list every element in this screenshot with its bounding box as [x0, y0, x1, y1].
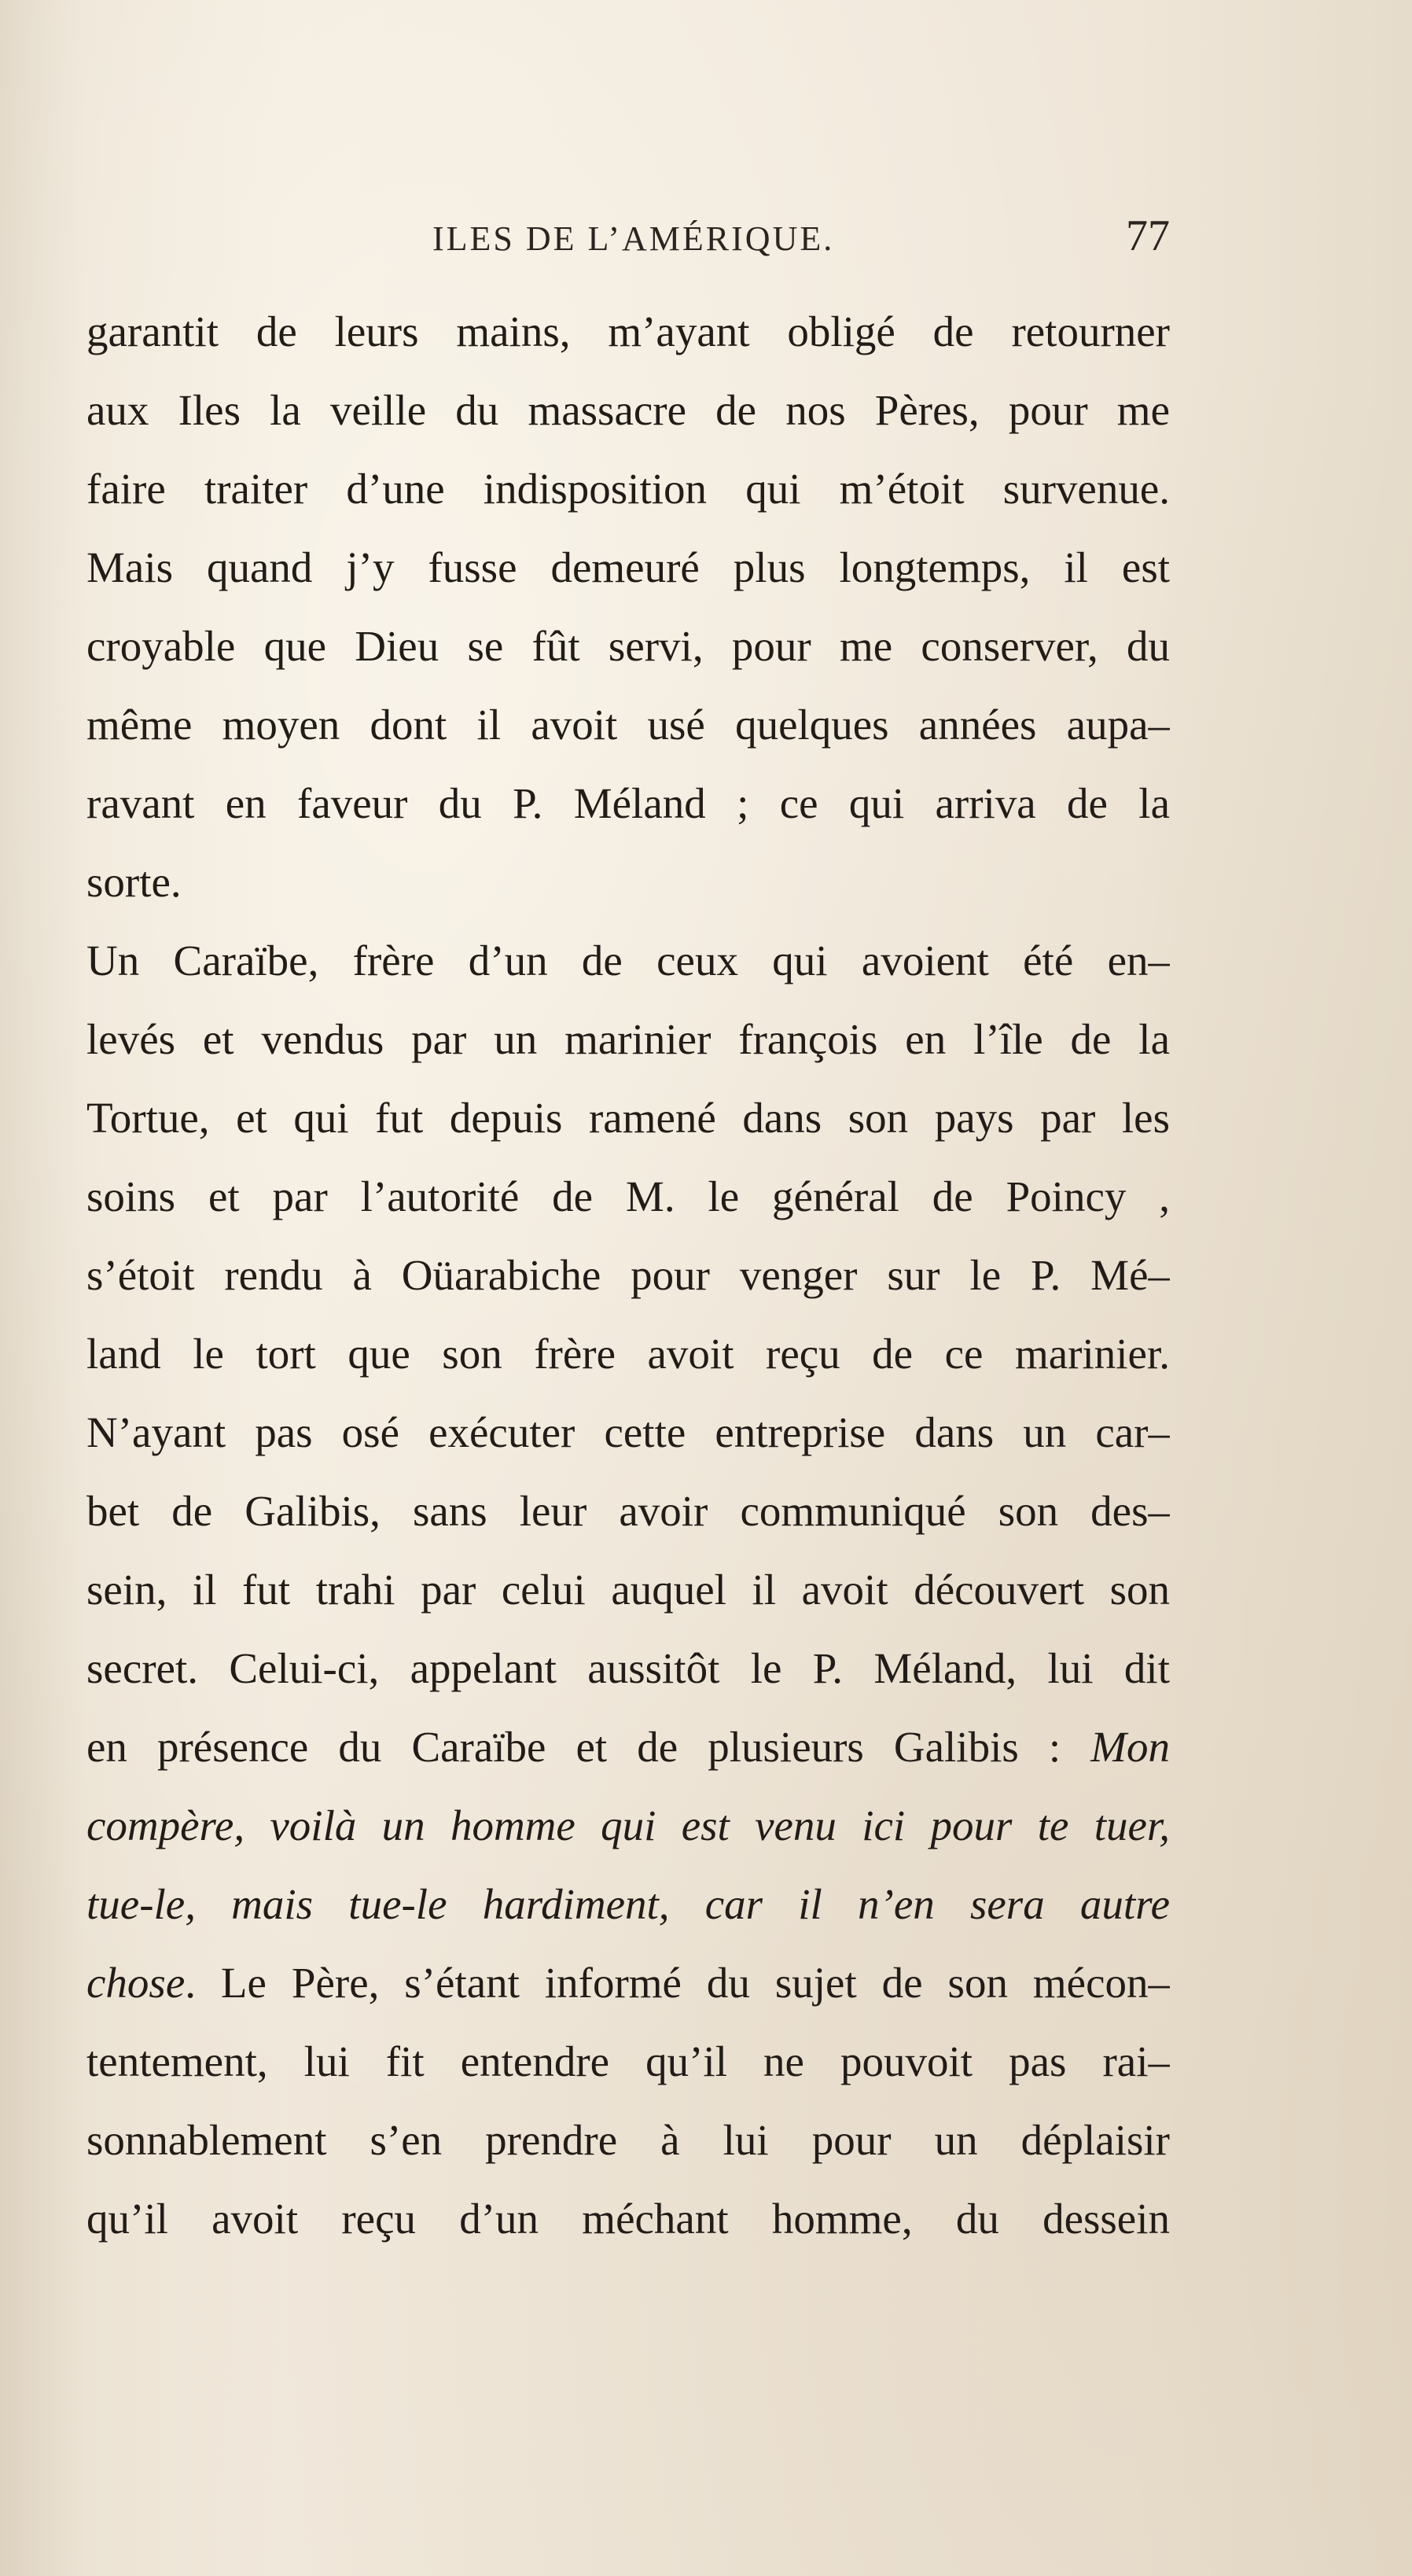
text-line: tentement, lui fit entendre qu’il ne pouvoit pas rai–	[86, 2037, 1170, 2085]
italic-line: compère, voilà un homme qui est venu ici pour te tuer,	[86, 1801, 1170, 1849]
text-line: aux Iles la veille du massacre de nos Pères, pour me	[86, 386, 1170, 434]
italic-segment: Mon	[1090, 1723, 1170, 1771]
text-line	[86, 1708, 1170, 1787]
text-line: qu’il avoit reçu d’un méchant homme, du dessein	[86, 2195, 1170, 2243]
text-line: croyable que Dieu se fût servi, pour me conserver, du	[86, 622, 1170, 670]
text-line: secret. Celui-ci, appelant aussitôt le P. Méland, lui dit	[86, 1644, 1170, 1692]
text-line	[86, 1944, 1170, 2022]
text-line: sorte.	[86, 858, 182, 906]
text-line: N’ayant pas osé exécuter cette entreprise dans un car–	[86, 1408, 1170, 1456]
text-line: levés et vendus par un marinier françois en l’île de la	[86, 1015, 1170, 1063]
text-line: garantit de leurs mains, m’ayant obligé de retourner	[86, 307, 1170, 355]
body-text	[86, 293, 1170, 2258]
text-line: faire traiter d’une indisposition qui m’étoit survenue.	[86, 465, 1170, 513]
text-line: sein, il fut trahi par celui auquel il avoit découvert son	[86, 1566, 1170, 1614]
italic-segment: chose	[86, 1959, 186, 2007]
text-line: Tortue, et qui fut depuis ramené dans son pays par les	[86, 1094, 1170, 1142]
italic-line: tue-le, mais tue-le hardiment, car il n’en sera autre	[86, 1880, 1170, 1928]
page-number: 77	[1126, 212, 1170, 260]
text-line: ravant en faveur du P. Méland ; ce qui arriva de la	[86, 779, 1170, 827]
text-line: s’étoit rendu à Oüarabiche pour venger sur le P. Mé–	[86, 1251, 1170, 1299]
text-line: même moyen dont il avoit usé quelques années aupa–	[86, 701, 1170, 749]
text-line: Un Caraïbe, frère d’un de ceux qui avoient été en–	[86, 937, 1170, 984]
running-title: ILES DE L’AMÉRIQUE.	[432, 219, 835, 258]
text-line: soins et par l’autorité de M. le général de Poincy ,	[86, 1172, 1170, 1220]
text-segment: . Le Père, s’étant informé du sujet de son mécon–	[185, 1959, 1170, 2007]
text-line: Mais quand j’y fusse demeuré plus longtemps, il est	[86, 543, 1170, 591]
text-line: land le tort que son frère avoit reçu de ce marinier.	[86, 1330, 1170, 1378]
text-line: sonnablement s’en prendre à lui pour un déplaisir	[86, 2116, 1170, 2164]
text-line: bet de Galibis, sans leur avoir communiqué son des–	[86, 1487, 1170, 1535]
page-header	[86, 206, 1170, 269]
text-segment: en présence du Caraïbe et de plusieurs Galibis :	[86, 1723, 1091, 1771]
